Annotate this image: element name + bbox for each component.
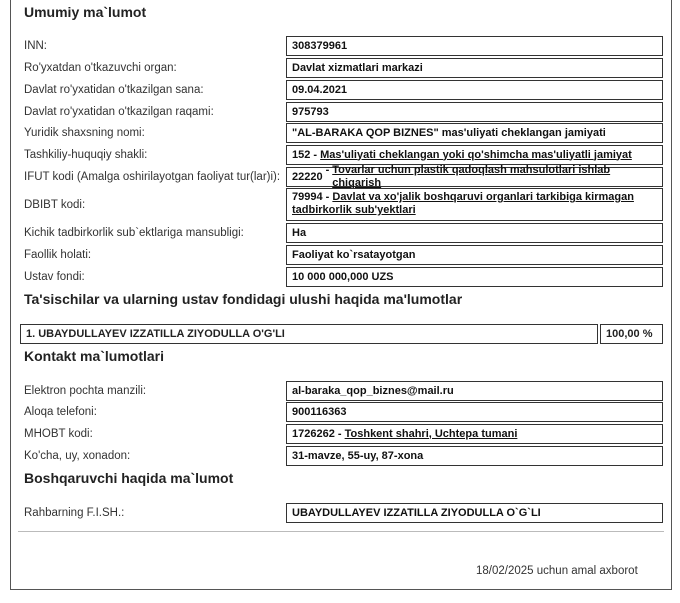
footer-note: 18/02/2025 uchun amal axborot xyxy=(476,565,638,577)
ifut-link[interactable]: Tovarlar uchun plastik qadoqlash mahsulotlari ishlab chiqarish xyxy=(332,164,611,189)
mhobt-value: 1726262 - Toshkent shahri, Uchtepa tumani xyxy=(286,424,663,444)
legal-form-code: 152 xyxy=(292,148,311,161)
management-section-title: Boshqaruvchi haqida ma`lumot xyxy=(24,470,234,486)
small-business-value: Ha xyxy=(286,223,663,243)
mhobt-code: 1726262 xyxy=(292,427,335,440)
legal-name-value: "AL-BARAKA QOP BIZNES" mas'uliyati cheklangan jamiyati xyxy=(286,123,663,143)
director-value: UBAYDULLAYEV IZZATILLA ZIYODULLA O`G`LI xyxy=(286,503,663,523)
founders-section-title: Ta'sischilar va ularning ustav fondidagi ulushi haqida ma'lumotlar xyxy=(24,291,463,307)
registration-date-label: Davlat ro'yxatidan o'tkazilgan sana: xyxy=(24,84,204,96)
general-section-title: Umumiy ma`lumot xyxy=(24,4,147,20)
address-label: Ko'cha, uy, xonadon: xyxy=(24,450,131,462)
registration-number-value: 975793 xyxy=(286,102,663,122)
inn-label: INN: xyxy=(24,40,47,52)
mhobt-link[interactable]: Toshkent shahri, Uchtepa tumani xyxy=(344,427,518,440)
email-value: al-baraka_qop_biznes@mail.ru xyxy=(286,381,663,401)
phone-value: 900116363 xyxy=(286,402,663,422)
activity-status-label: Faollik holati: xyxy=(24,249,92,261)
mhobt-label: MHOBT kodi: xyxy=(24,428,93,440)
ifut-label: IFUT kodi (Amalga oshirilayotgan faoliyat tur(lar)i): xyxy=(24,171,281,183)
dbibt-link[interactable]: Davlat va xo'jalik boshqaruvi organlari tarkibiga kirmagan tadbirkorlik sub'yektlari xyxy=(292,191,634,216)
inn-value: 308379961 xyxy=(286,36,663,56)
activity-status-value: Faoliyat ko`rsatayotgan xyxy=(286,245,663,265)
charter-capital-label: Ustav fondi: xyxy=(24,271,85,283)
legal-form-link[interactable]: Mas'uliyati cheklangan yoki qo'shimcha mas'uliyatli jamiyat xyxy=(320,148,632,161)
legal-form-value: 152 - Mas'uliyati cheklangan yoki qo'shimcha mas'uliyatli jamiyat xyxy=(286,145,663,165)
small-business-label: Kichik tadbirkorlik sub`ektlariga mansubligi: xyxy=(24,227,244,239)
registration-date-value: 09.04.2021 xyxy=(286,80,663,100)
ifut-value: 22220 - Tovarlar uchun plastik qadoqlash mahsulotlari ishlab chiqarish xyxy=(286,167,663,187)
founder-name: 1. UBAYDULLAYEV IZZATILLA ZIYODULLA O'G'LI xyxy=(20,324,598,344)
email-label: Elektron pochta manzili: xyxy=(24,385,147,397)
contact-section-title: Kontakt ma`lumotlari xyxy=(24,348,165,364)
charter-capital-value: 10 000 000,000 UZS xyxy=(286,267,663,287)
dbibt-code: 79994 xyxy=(292,191,323,203)
dbibt-label: DBIBT kodi: xyxy=(24,199,86,211)
director-label: Rahbarning F.I.SH.: xyxy=(24,507,125,519)
legal-name-label: Yuridik shaxsning nomi: xyxy=(24,127,145,139)
founder-share: 100,00 % xyxy=(600,324,663,344)
legal-form-label: Tashkiliy-huquqiy shakli: xyxy=(24,149,148,161)
registration-number-label: Davlat ro'yxatidan o'tkazilgan raqami: xyxy=(24,106,214,118)
registrar-value: Davlat xizmatlari markazi xyxy=(286,58,663,78)
address-value: 31-mavze, 55-uy, 87-xona xyxy=(286,446,663,466)
divider xyxy=(18,531,664,532)
ifut-code: 22220 xyxy=(292,170,323,183)
dbibt-value: 79994 - Davlat va xo'jalik boshqaruvi organlari tarkibiga kirmagan tadbirkorlik sub'yektlari xyxy=(286,188,663,221)
registrar-label: Ro'yxatdan o'tkazuvchi organ: xyxy=(24,62,177,74)
phone-label: Aloqa telefoni: xyxy=(24,406,97,418)
